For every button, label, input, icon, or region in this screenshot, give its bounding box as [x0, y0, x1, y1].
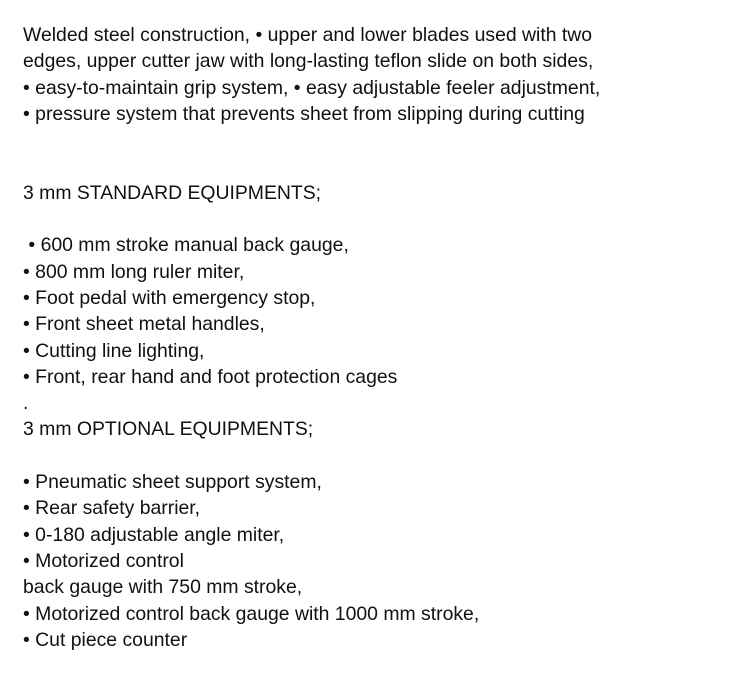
list-item: • 600 mm stroke manual back gauge, [23, 234, 349, 257]
intro-line: • easy-to-maintain grip system, • easy adjustable feeler adjustment, [23, 76, 601, 99]
optional-equipment-heading: 3 mm OPTIONAL EQUIPMENTS; [23, 418, 314, 441]
list-item: • Motorized control [23, 549, 184, 572]
list-item: • 0-180 adjustable angle miter, [23, 523, 285, 546]
spacer [23, 127, 723, 153]
spacer [23, 206, 723, 232]
spacer [23, 153, 723, 179]
list-item: • Foot pedal with emergency stop, [23, 286, 316, 309]
list-item: • Cut piece counter [23, 628, 188, 651]
trailing-period: . [23, 392, 29, 415]
intro-paragraph [23, 22, 723, 127]
list-item: • 800 mm long ruler miter, [23, 260, 245, 283]
list-item: • Pneumatic sheet support system, [23, 471, 322, 494]
intro-line: Welded steel construction, • upper and lower blades used with two [23, 24, 593, 46]
document-body [23, 22, 723, 653]
list-item: • Front, rear hand and foot protection cages [23, 365, 398, 388]
list-item: • Rear safety barrier, [23, 497, 201, 520]
standard-equipment-section [23, 180, 723, 417]
spacer [23, 443, 723, 469]
list-item: • Front sheet metal handles, [23, 313, 265, 336]
standard-equipment-heading: 3 mm STANDARD EQUIPMENTS; [23, 181, 322, 204]
optional-equipment-section [23, 416, 723, 653]
list-item: • Motorized control back gauge with 1000 mm stroke, [23, 602, 480, 625]
intro-line: edges, upper cutter jaw with long-lasting teflon slide on both sides, [23, 50, 594, 73]
intro-line: • pressure system that prevents sheet from slipping during cutting [23, 102, 585, 125]
list-item: • Cutting line lighting, [23, 339, 205, 362]
list-item: back gauge with 750 mm stroke, [23, 576, 303, 599]
